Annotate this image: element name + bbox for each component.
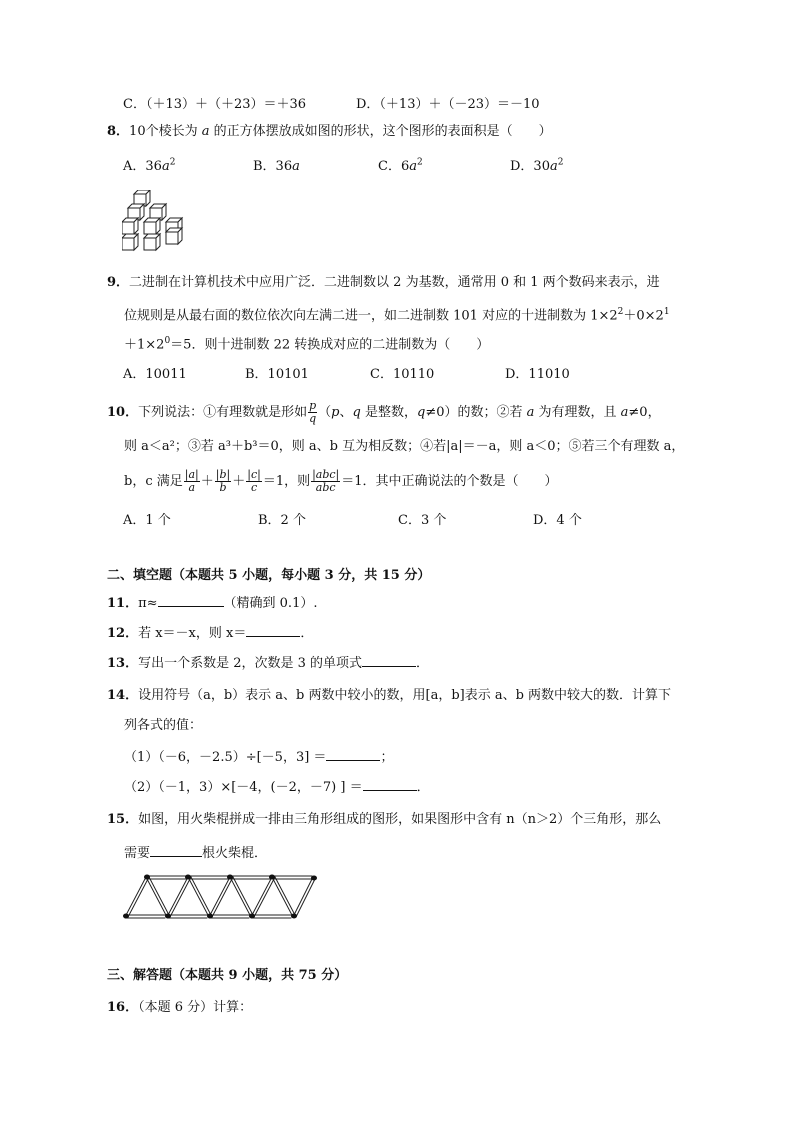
numerator: p — [309, 399, 317, 412]
q8-text: 10个棱长为 — [129, 124, 202, 139]
question-16 — [107, 998, 252, 1018]
section-2-heading: 二、填空题（本题共 5 小题，每小题 3 分，共 15 分） — [107, 568, 431, 583]
q12-text: ． — [300, 626, 314, 641]
q8-option-b — [253, 155, 300, 174]
answer-blank[interactable] — [363, 776, 417, 791]
question-number: 9． — [107, 275, 130, 290]
fraction — [184, 469, 200, 494]
question-number: 16． — [107, 1000, 139, 1015]
opt-text: B．36 — [253, 159, 293, 174]
var-a: a — [161, 159, 170, 174]
answer-blank[interactable] — [362, 652, 416, 667]
q13-text: 写出一个系数是 2，次数是 3 的单项式 — [138, 656, 363, 671]
q14-text: （1）（－6，－2.5）÷[－5，3] ＝ — [124, 750, 327, 765]
exponent: 2 — [617, 307, 624, 317]
q13-text: ． — [416, 656, 430, 671]
question-15-line1 — [107, 810, 661, 830]
denominator: q — [309, 412, 317, 425]
var-a: a — [549, 159, 558, 174]
question-number: 13． — [107, 656, 139, 671]
q8-option-a — [123, 155, 175, 174]
q9-option-d: D．11010 — [505, 367, 570, 382]
q9-option-c: C．10110 — [370, 367, 435, 382]
denominator: abc — [315, 481, 336, 494]
var-q: q — [416, 405, 426, 420]
q7-option-d: D．（＋13）＋（－23）＝－10 — [356, 97, 540, 112]
denominator: a — [188, 481, 196, 494]
question-10-line2: 则 a＜a²；③若 a³＋b³＝0，则 a、b 互为相反数；④若|a|＝－a，则 a＜0；⑤若三个有理数 a， — [124, 439, 685, 454]
denominator: c — [250, 481, 258, 494]
q10-text: 、 — [339, 405, 353, 420]
q14-text: （2）（－1，3）×[－4，(－2，－7) ] ＝ — [124, 780, 363, 795]
numerator: |c| — [247, 468, 261, 481]
q14-text: ； — [380, 750, 394, 765]
question-8 — [107, 122, 552, 142]
var-a: a — [620, 405, 629, 420]
q10-text: ≠0， — [628, 405, 661, 420]
numerator: |a| — [184, 468, 199, 481]
q15-text: 需要 — [124, 846, 151, 861]
question-13 — [107, 652, 429, 674]
q9-text: ＝5．则十进制数 22 转换成对应的二进制数为（ ） — [170, 337, 490, 353]
question-11 — [107, 592, 317, 614]
question-14-sub2 — [124, 776, 430, 798]
section-3-heading: 三、解答题（本题共 9 小题，共 75 分） — [107, 968, 348, 983]
question-10-line3: b，c 满足 $\frac{|a|}{a}$ ＋ $\frac{|b|}{b}$ ＋ $\frac{|c|}{c}$ ＝1，则 $\frac{\text{|abc|}}{\text{abc}}$ ＝1．其中正确说法的个数是（ ） — [124, 468, 558, 494]
q14-text: ． — [416, 780, 430, 795]
q9-option-a: A．10011 — [123, 367, 187, 382]
matchstick-triangles-figure — [122, 872, 327, 920]
q10-text: ≠0）的数；②若 — [425, 405, 527, 420]
answer-blank[interactable] — [246, 622, 300, 637]
exponent: 2 — [416, 157, 423, 168]
q10-text: ＝1，则 — [262, 474, 311, 489]
q7-option-c: C．（＋13）＋（＋23）＝＋36 — [123, 97, 307, 112]
q9-text: 二进制在计算机技术中应用广泛．二进制数以 2 为基数，通常用 0 和 1 两个数码来表示，进 — [129, 275, 660, 290]
opt-text: A．36 — [123, 159, 162, 174]
q11-text: （精确到 0.1）. — [223, 596, 318, 611]
question-number: 12． — [107, 626, 139, 641]
question-number: 10． — [107, 405, 139, 420]
cube-stack-figure — [122, 190, 194, 254]
fraction — [215, 469, 231, 494]
numerator: |abc| — [312, 468, 340, 481]
q10-option-d: D．4 个 — [533, 513, 582, 528]
question-14-sub1 — [124, 746, 393, 768]
fraction — [311, 469, 340, 494]
q14-text: 设用符号（a，b）表示 a、b 两数中较小的数，用[a，b]表示 a、b 两数中较大的数．计算下 — [138, 688, 672, 703]
fraction-p-over-q — [308, 400, 317, 425]
question-15-line2 — [124, 842, 267, 864]
q15-text: 根火柴棍． — [202, 846, 268, 861]
answer-blank[interactable] — [326, 746, 380, 761]
q16-text: （本题 6 分）计算： — [138, 1000, 253, 1015]
q12-text: 若 x＝－x，则 x＝ — [138, 626, 247, 641]
var-a: a — [201, 124, 210, 139]
q10-option-c: C．3 个 — [398, 513, 447, 528]
question-14-line1 — [107, 686, 671, 706]
answer-blank[interactable] — [158, 592, 224, 607]
q9-text: ＋1×2 — [124, 337, 165, 353]
var-a: a — [292, 159, 300, 174]
question-number: 11． — [107, 596, 139, 611]
question-number: 14． — [107, 688, 139, 703]
q9-text: ＋0×2 — [623, 308, 664, 324]
q10-option-b: B．2 个 — [258, 513, 306, 528]
opt-text: C．6 — [378, 159, 410, 174]
q9-option-b: B．10101 — [245, 367, 309, 382]
q10-text: b，c 满足 — [124, 474, 183, 489]
question-number: 15． — [107, 812, 139, 827]
q11-text: π≈ — [138, 596, 158, 611]
q8-option-d — [510, 155, 563, 174]
var-q: q — [352, 405, 361, 420]
q10-text: ＝1．其中正确说法的个数是（ ） — [341, 474, 558, 489]
q8-text: 的正方体摆放成如图的形状，这个图形的表面积是（ ） — [209, 124, 552, 139]
exponent: 1 — [663, 307, 670, 317]
q15-text: 如图，用火柴棍拼成一排由三角形组成的图形，如果图形中含有 n（n＞2）个三角形，那么 — [138, 812, 662, 827]
exponent: 0 — [164, 336, 171, 346]
exponent: 2 — [557, 157, 564, 168]
question-number: 8． — [107, 124, 130, 139]
var-a: a — [526, 405, 535, 420]
q10-text: 是整数， — [360, 405, 417, 420]
question-14-line2: 列各式的值： — [124, 718, 203, 733]
question-9-line1 — [107, 273, 660, 293]
q10-text: 为有理数，且 — [534, 405, 621, 420]
var-p: p — [331, 405, 340, 420]
question-9-line2 — [124, 302, 670, 326]
var-a: a — [409, 159, 417, 174]
q8-option-c — [378, 155, 423, 174]
opt-text: D．30 — [510, 159, 550, 174]
q10-text: （ — [318, 405, 332, 420]
question-9-line3 — [124, 331, 489, 355]
q10-option-a: A．1 个 — [123, 513, 171, 528]
question-12 — [107, 622, 313, 644]
denominator: b — [219, 481, 227, 494]
exponent: 2 — [169, 157, 176, 168]
q9-text: 位规则是从最右面的数位依次向左满二进一，如二进制数 101 对应的十进制数为 1×2 — [124, 308, 618, 324]
fraction — [246, 469, 262, 494]
answer-blank[interactable] — [150, 842, 202, 857]
numerator: |b| — [215, 468, 231, 481]
question-10-line1 — [107, 400, 661, 426]
q10-text: 下列说法：①有理数就是形如 — [138, 405, 308, 420]
